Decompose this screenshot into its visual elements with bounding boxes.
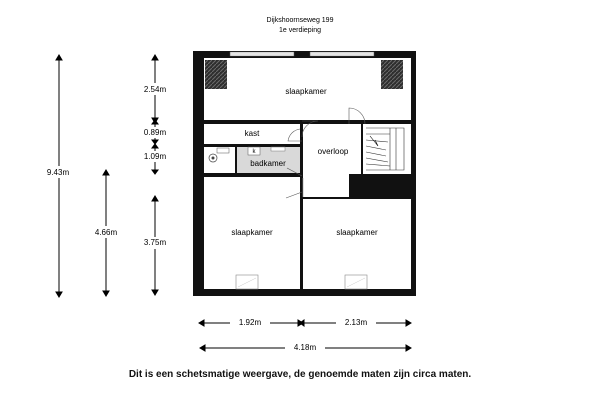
dim-bottom-room-depth: 3.75m <box>143 238 167 247</box>
room-bath-left <box>204 147 235 173</box>
dim-bathroom-depth: 1.09m <box>143 152 167 161</box>
roof-window-right <box>381 60 403 89</box>
disclaimer: Dit is een schetsmatige weergave, de genoemde maten zijn circa maten. <box>128 369 472 380</box>
label-bath-k: k <box>252 149 256 155</box>
dim-total-height: 9.43m <box>46 168 70 177</box>
label-bottom-left-bedroom: slaapkamer <box>231 228 273 237</box>
dim-top-room-depth: 2.54m <box>143 85 167 94</box>
roof-window-left <box>205 60 227 89</box>
room-landing-lower <box>303 174 349 197</box>
label-closet: kast <box>244 129 260 138</box>
dim-right-width: 2.13m <box>344 318 368 327</box>
dim-closet-depth: 0.89m <box>143 128 167 137</box>
label-bottom-right-bedroom: slaapkamer <box>336 228 378 237</box>
label-landing: overloop <box>317 147 349 156</box>
label-bathroom: badkamer <box>250 159 286 168</box>
floor-title: 1e verdieping <box>278 27 322 34</box>
label-top-bedroom: slaapkamer <box>285 87 327 96</box>
dim-lower-height: 4.66m <box>94 228 118 237</box>
address-title: Dijkshoornseweg 199 <box>266 17 334 24</box>
dim-total-width: 4.18m <box>293 343 317 352</box>
dim-left-width: 1.92m <box>238 318 262 327</box>
